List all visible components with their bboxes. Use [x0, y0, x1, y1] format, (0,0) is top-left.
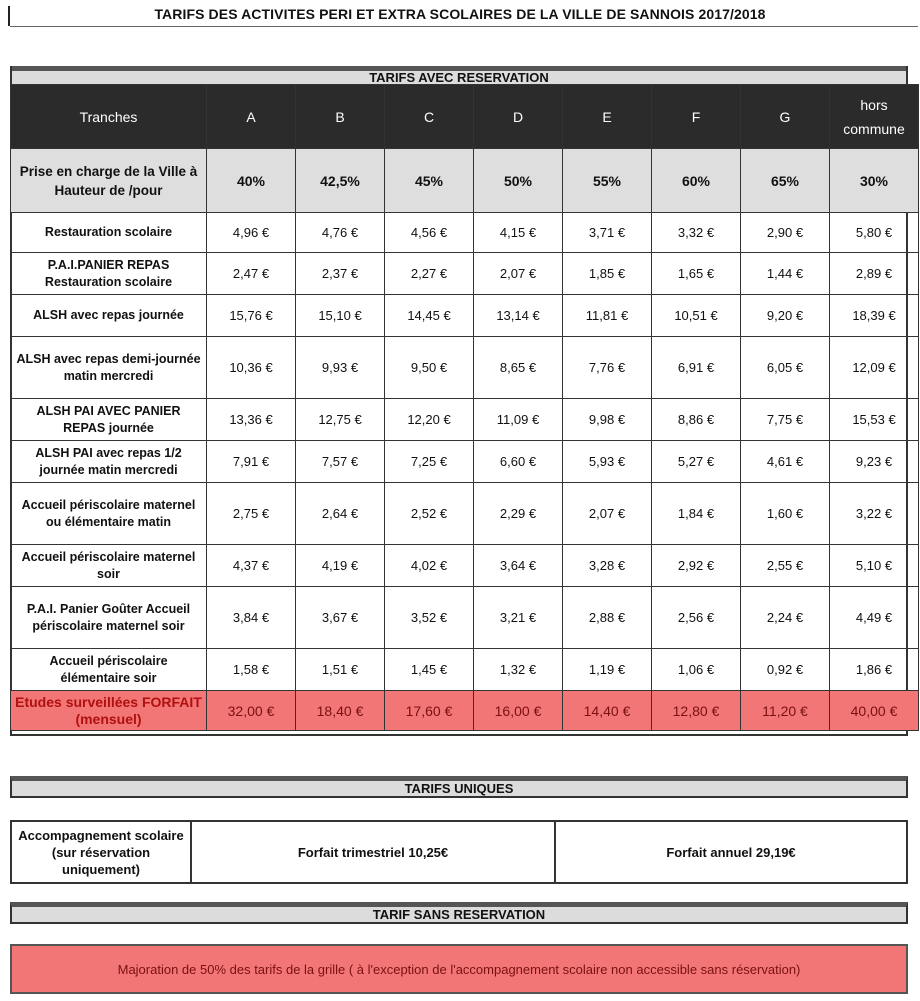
price-cell: 2,92 € — [652, 545, 741, 587]
price-cell: 9,98 € — [563, 399, 652, 441]
pct-cell: 40% — [207, 149, 296, 213]
price-rows — [11, 213, 919, 691]
price-cell: 4,19 € — [296, 545, 385, 587]
price-cell: 1,45 € — [385, 649, 474, 691]
price-cell: 12,09 € — [830, 337, 919, 399]
price-cell: 5,10 € — [830, 545, 919, 587]
table-row — [11, 295, 919, 337]
price-cell: 4,56 € — [385, 213, 474, 253]
table-row — [11, 545, 919, 587]
header-cell: G — [741, 85, 830, 149]
table-row — [11, 213, 919, 253]
price-cell: 13,14 € — [474, 295, 563, 337]
header-cell: A — [207, 85, 296, 149]
reservation-section-title: TARIFS AVEC RESERVATION — [10, 66, 908, 85]
majoration-note: Majoration de 50% des tarifs de la grille ( à l'exception de l'accompagnement scolaire non accessible sans réservation) — [10, 944, 908, 994]
pct-cell: 55% — [563, 149, 652, 213]
price-cell: 32,00 € — [207, 691, 296, 731]
row-label: P.A.I.PANIER REPAS Restauration scolaire — [11, 253, 207, 295]
pct-cell: 50% — [474, 149, 563, 213]
pct-cell: 42,5% — [296, 149, 385, 213]
price-cell: 6,91 € — [652, 337, 741, 399]
price-cell: 7,75 € — [741, 399, 830, 441]
price-cell: 17,60 € — [385, 691, 474, 731]
tarifs-reservation-table — [10, 84, 919, 731]
price-cell: 11,20 € — [741, 691, 830, 731]
price-cell: 1,86 € — [830, 649, 919, 691]
forfait-annuel: Forfait annuel 29,19€ — [666, 844, 796, 860]
header-cell: E — [563, 85, 652, 149]
forfait-trimestriel: Forfait trimestriel 10,25€ — [192, 822, 556, 882]
price-cell: 14,40 € — [563, 691, 652, 731]
uniques-section-title: TARIFS UNIQUES — [10, 776, 908, 798]
price-cell: 1,60 € — [741, 483, 830, 545]
price-cell: 2,07 € — [563, 483, 652, 545]
table-row — [11, 253, 919, 295]
header-cell: B — [296, 85, 385, 149]
row-label: ALSH avec repas journée — [11, 295, 207, 337]
table-row — [11, 337, 919, 399]
price-cell: 9,93 € — [296, 337, 385, 399]
price-cell: 2,29 € — [474, 483, 563, 545]
price-cell: 12,75 € — [296, 399, 385, 441]
price-cell: 9,20 € — [741, 295, 830, 337]
header-cell: Tranches — [11, 85, 207, 149]
row-label: Accueil périscolaire maternel soir — [11, 545, 207, 587]
table-row — [11, 483, 919, 545]
price-cell: 7,76 € — [563, 337, 652, 399]
table-header-row — [11, 85, 919, 149]
price-cell: 12,80 € — [652, 691, 741, 731]
price-cell: 1,19 € — [563, 649, 652, 691]
price-cell: 5,80 € — [830, 213, 919, 253]
price-cell: 1,06 € — [652, 649, 741, 691]
price-cell: 13,36 € — [207, 399, 296, 441]
price-cell: 4,02 € — [385, 545, 474, 587]
table-row — [11, 649, 919, 691]
header-cell: D — [474, 85, 563, 149]
price-cell: 11,09 € — [474, 399, 563, 441]
row-label: ALSH PAI AVEC PANIER REPAS journée — [11, 399, 207, 441]
price-cell: 1,84 € — [652, 483, 741, 545]
price-cell: 4,96 € — [207, 213, 296, 253]
price-cell: 3,67 € — [296, 587, 385, 649]
price-cell: 40,00 € — [830, 691, 919, 731]
price-cell: 2,89 € — [830, 253, 919, 295]
price-cell: 9,23 € — [830, 441, 919, 483]
price-cell: 3,71 € — [563, 213, 652, 253]
price-cell: 2,37 € — [296, 253, 385, 295]
price-cell: 2,56 € — [652, 587, 741, 649]
row-label: Accueil périscolaire élémentaire soir — [11, 649, 207, 691]
price-cell: 1,65 € — [652, 253, 741, 295]
price-cell: 2,27 € — [385, 253, 474, 295]
price-cell: 1,51 € — [296, 649, 385, 691]
row-label: Accueil périscolaire maternel ou élémentaire matin — [11, 483, 207, 545]
price-cell: 3,52 € — [385, 587, 474, 649]
price-cell: 4,15 € — [474, 213, 563, 253]
row-label: ALSH avec repas demi-journée matin mercredi — [11, 337, 207, 399]
row-label: Restauration scolaire — [11, 213, 207, 253]
document-title: TARIFS DES ACTIVITES PERI ET EXTRA SCOLAIRES DE LA VILLE DE SANNOIS 2017/2018 — [154, 6, 766, 22]
price-cell: 2,52 € — [385, 483, 474, 545]
accompagnement-box — [10, 820, 908, 884]
price-cell: 4,76 € — [296, 213, 385, 253]
price-cell: 4,37 € — [207, 545, 296, 587]
price-cell: 2,24 € — [741, 587, 830, 649]
price-cell: 0,92 € — [741, 649, 830, 691]
price-cell: 2,88 € — [563, 587, 652, 649]
header-cell: hors commune — [830, 85, 919, 149]
price-cell: 2,90 € — [741, 213, 830, 253]
price-cell: 12,20 € — [385, 399, 474, 441]
etudes-row — [11, 691, 919, 731]
price-cell: 6,60 € — [474, 441, 563, 483]
price-cell: 16,00 € — [474, 691, 563, 731]
row-label: P.A.I. Panier Goûter Accueil périscolaire maternel soir — [11, 587, 207, 649]
price-cell: 2,64 € — [296, 483, 385, 545]
price-cell: 1,58 € — [207, 649, 296, 691]
price-cell: 15,10 € — [296, 295, 385, 337]
pct-cell: 30% — [830, 149, 919, 213]
row-label: Prise en charge de la Ville à Hauteur de /pour — [11, 149, 207, 213]
price-cell: 8,65 € — [474, 337, 563, 399]
price-cell: 11,81 € — [563, 295, 652, 337]
price-cell: 2,75 € — [207, 483, 296, 545]
pct-cell: 65% — [741, 149, 830, 213]
price-cell: 15,53 € — [830, 399, 919, 441]
price-cell: 2,07 € — [474, 253, 563, 295]
price-cell: 10,51 € — [652, 295, 741, 337]
price-cell: 3,22 € — [830, 483, 919, 545]
prise-en-charge-row — [11, 149, 919, 213]
price-cell: 3,21 € — [474, 587, 563, 649]
price-cell: 2,47 € — [207, 253, 296, 295]
price-cell: 3,64 € — [474, 545, 563, 587]
row-label: ALSH PAI avec repas 1/2 journée matin mercredi — [11, 441, 207, 483]
header-cell: F — [652, 85, 741, 149]
pct-cell: 60% — [652, 149, 741, 213]
price-cell: 7,57 € — [296, 441, 385, 483]
price-cell: 10,36 € — [207, 337, 296, 399]
price-cell: 4,49 € — [830, 587, 919, 649]
price-cell: 15,76 € — [207, 295, 296, 337]
price-cell: 4,61 € — [741, 441, 830, 483]
price-cell: 5,27 € — [652, 441, 741, 483]
table-row — [11, 399, 919, 441]
row-label: Etudes surveillées FORFAIT (mensuel) — [11, 691, 207, 731]
price-cell: 18,39 € — [830, 295, 919, 337]
price-cell: 1,32 € — [474, 649, 563, 691]
price-cell: 8,86 € — [652, 399, 741, 441]
price-cell: 1,44 € — [741, 253, 830, 295]
price-cell: 7,91 € — [207, 441, 296, 483]
price-cell: 7,25 € — [385, 441, 474, 483]
price-cell: 6,05 € — [741, 337, 830, 399]
sans-reservation-section-title: TARIF SANS RESERVATION — [10, 902, 908, 924]
price-cell: 14,45 € — [385, 295, 474, 337]
price-cell: 5,93 € — [563, 441, 652, 483]
price-cell: 9,50 € — [385, 337, 474, 399]
price-cell: 3,28 € — [563, 545, 652, 587]
pct-cell: 45% — [385, 149, 474, 213]
price-cell: 3,84 € — [207, 587, 296, 649]
title-underline — [10, 26, 918, 27]
accompagnement-label: Accompagnement scolaire (sur réservation uniquement) — [12, 822, 192, 882]
table-row — [11, 441, 919, 483]
price-cell: 3,32 € — [652, 213, 741, 253]
price-cell: 1,85 € — [563, 253, 652, 295]
header-cell: C — [385, 85, 474, 149]
price-cell: 2,55 € — [741, 545, 830, 587]
price-cell: 18,40 € — [296, 691, 385, 731]
table-row — [11, 587, 919, 649]
